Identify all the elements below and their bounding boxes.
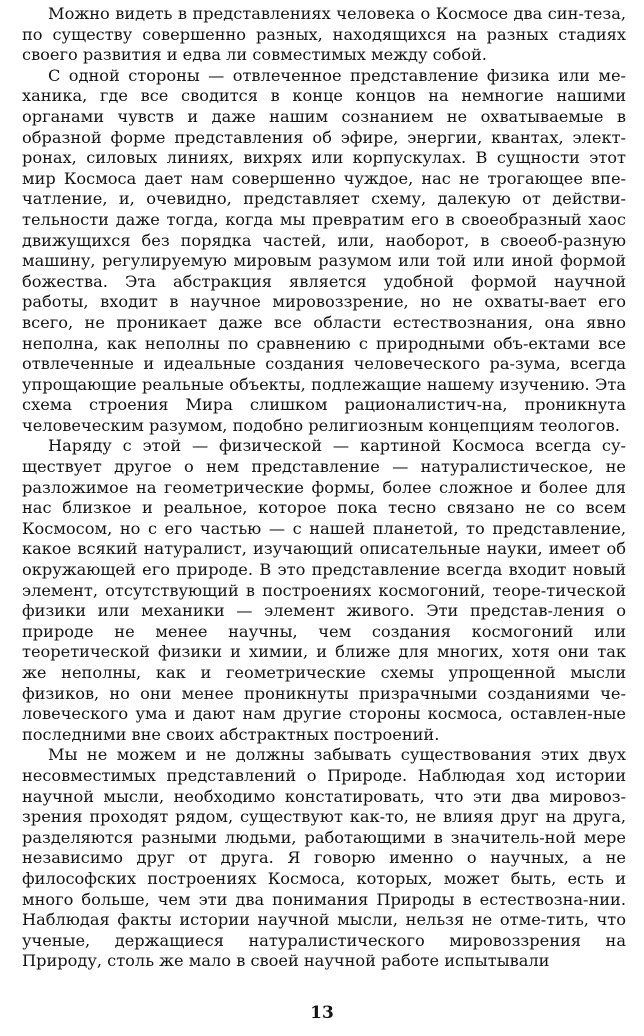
paragraph-4: Мы не можем и не должны забывать существования этих двух несовместимых представлений о Природе. Наблюдая ход истории научной мысли, необходимо констатировать, что эти два мировоз-зрения проходят рядом, существуют как-то, не влияя друг на друга, разделяются разными людьми, работающими в значитель-ной мере независимо друг от друга. Я говорю именно о научных, а не философских построениях Космоса, которых, может быть, есть и много больше, чем эти два понимания Природы в естествозна-нии. Наблюдая факты истории научной мысли, нельзя не отме-тить, что ученые, держащиеся натуралистического мировоззрения на Природу, столь же мало в своей научной работе испытывали	[22, 745, 626, 971]
page-number: 13	[310, 1003, 334, 1023]
paragraph-2: С одной стороны — отвлеченное представление физика или ме-ханика, где все сводится в конце концов на немногие нашими органами чувств и даже нашим сознанием не охватываемые в образной форме представления об эфире, энергии, квантах, элект-ронах, силовых линиях, вихрях или корпускулах. В сущности этот мир Космоса дает нам совершенно чуждое, нас не трогающее впе-чатление, и, очевидно, представляет схему, далекую от действи-тельности даже тогда, когда мы превратим его в своеобразный хаос движущихся без порядка частей, или, наоборот, в своеоб-разную машину, регулируемую мировым разумом или той или иной формой божества. Эта абстракция является удобной формой научной работы, входит в научное мировоззрение, но не охваты-вает его всего, не проникает даже все области естествознания, она явно неполна, как неполны по сравнению с природными объ-ектами все отвлеченные и идеальные создания человеческого ра-зума, всегда упрощающие реальные объекты, подлежащие нашему изучению. Эта схема строения Мира слишком рационалистич-на, проникнута человеческим разумом, подобно религиозным концепциям теологов.	[22, 65, 626, 435]
page-body	[22, 4, 626, 972]
paragraph-1: Можно видеть в представлениях человека о Космосе два син-теза, по существу совершенно разных, находящихся на разных стадиях своего развития и едва ли совместимых между собой.	[22, 4, 626, 65]
paragraph-3: Наряду с этой — физической — картиной Космоса всегда су-ществует другое о нем представление — натуралистическое, не разложимое на геометрические формы, более сложное и более для нас близкое и реальное, которое пока тесно связано не со всем Космосом, но с его частью — с нашей планетой, то представление, какое всякий натуралист, изучающий описательные науки, имеет об окружающей его природе. В это представление всегда входит новый элемент, отсутствующий в построениях космогоний, теоре-тической физики или механики — элемент живого. Эти представ-ления о природе не менее научны, чем создания космогоний или теоретической физики и химии, и ближе для многих, хотя они так же неполны, как и геометрические схемы упрощенной мысли физиков, но они менее проникнуты призрачными созданиями че-ловеческого ума и дают нам другие стороны космоса, оставлен-ные последними вне своих абстрактных построений.	[22, 436, 626, 744]
